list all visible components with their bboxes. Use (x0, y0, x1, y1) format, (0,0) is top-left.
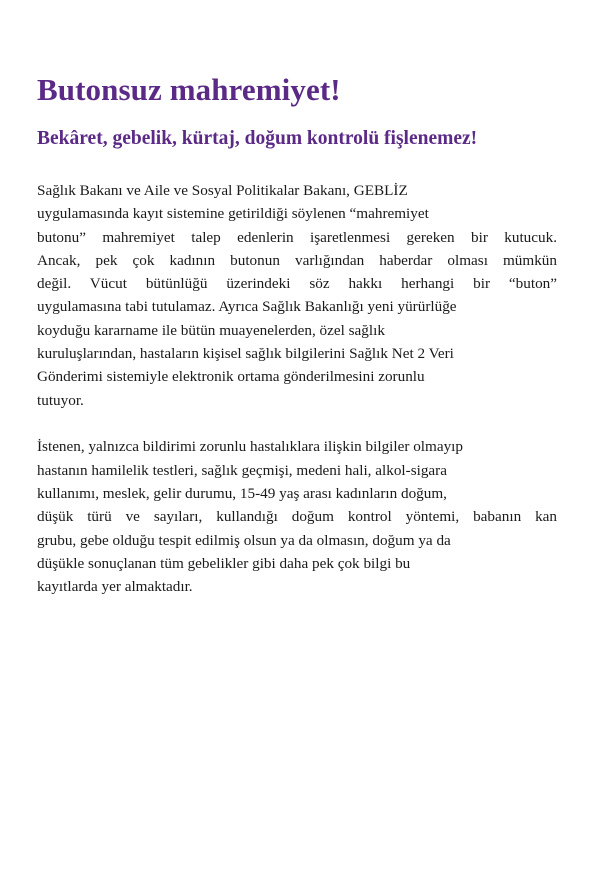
text-line: butonu” mahremiyet talep edenlerin işaretlenmesi gereken bir kutucuk. (37, 228, 557, 246)
text-line: koyduğu kararname ile bütün muayenelerden, özel sağlık (37, 321, 385, 339)
text-line: uygulamasına tabi tutulamaz. Ayrıca Sağlık Bakanlığı yeni yürürlüğe (37, 298, 457, 316)
article-body (37, 179, 557, 599)
text-line: hastanın hamilelik testleri, sağlık geçmişi, medeni hali, alkol-sigara (37, 461, 447, 479)
text-line: kayıtlarda yer almaktadır. (37, 578, 193, 596)
text-line: Sağlık Bakanı ve Aile ve Sosyal Politikalar Bakanı, GEBLİZ (37, 182, 408, 199)
text-line: grubu, gebe olduğu tespit edilmiş olsun ya da olmasın, doğum ya da (37, 531, 451, 549)
page-subtitle: Bekâret, gebelik, kürtaj, doğum kontrolü fişlenemez! (37, 128, 478, 149)
text-line: değil. Vücut bütünlüğü üzerindeki söz hakkı herhangi bir “buton” (37, 275, 557, 293)
paragraph-spacer (37, 412, 557, 436)
paragraph-1 (37, 179, 557, 412)
text-line: Ancak, pek çok kadının butonun varlığından haberdar olması mümkün (37, 251, 557, 269)
text-line: İstenen, yalnızca bildirimi zorunlu hastalıklara ilişkin bilgiler olmayıp (37, 438, 463, 456)
text-line: düşükle sonuçlanan tüm gebelikler gibi daha pek çok bilgi bu (37, 554, 411, 572)
text-line: Gönderimi sistemiyle elektronik ortama gönderilmesini zorunlu (37, 368, 425, 386)
text-line: düşük türü ve sayıları, kullandığı doğum kontrol yöntemi, babanın kan (37, 508, 557, 526)
page-title: Butonsuz mahremiyet! (37, 72, 341, 107)
text-line: kullanımı, meslek, gelir durumu, 15-49 yaş arası kadınların doğum, (37, 485, 447, 503)
text-line: tutuyor. (37, 391, 84, 409)
text-line: uygulamasında kayıt sistemine getirildiği söylenen “mahremiyet (37, 205, 429, 223)
text-line: kuruluşlarından, hastaların kişisel sağlık bilgilerini Sağlık Net 2 Veri (37, 345, 454, 363)
paragraph-2 (37, 435, 557, 598)
